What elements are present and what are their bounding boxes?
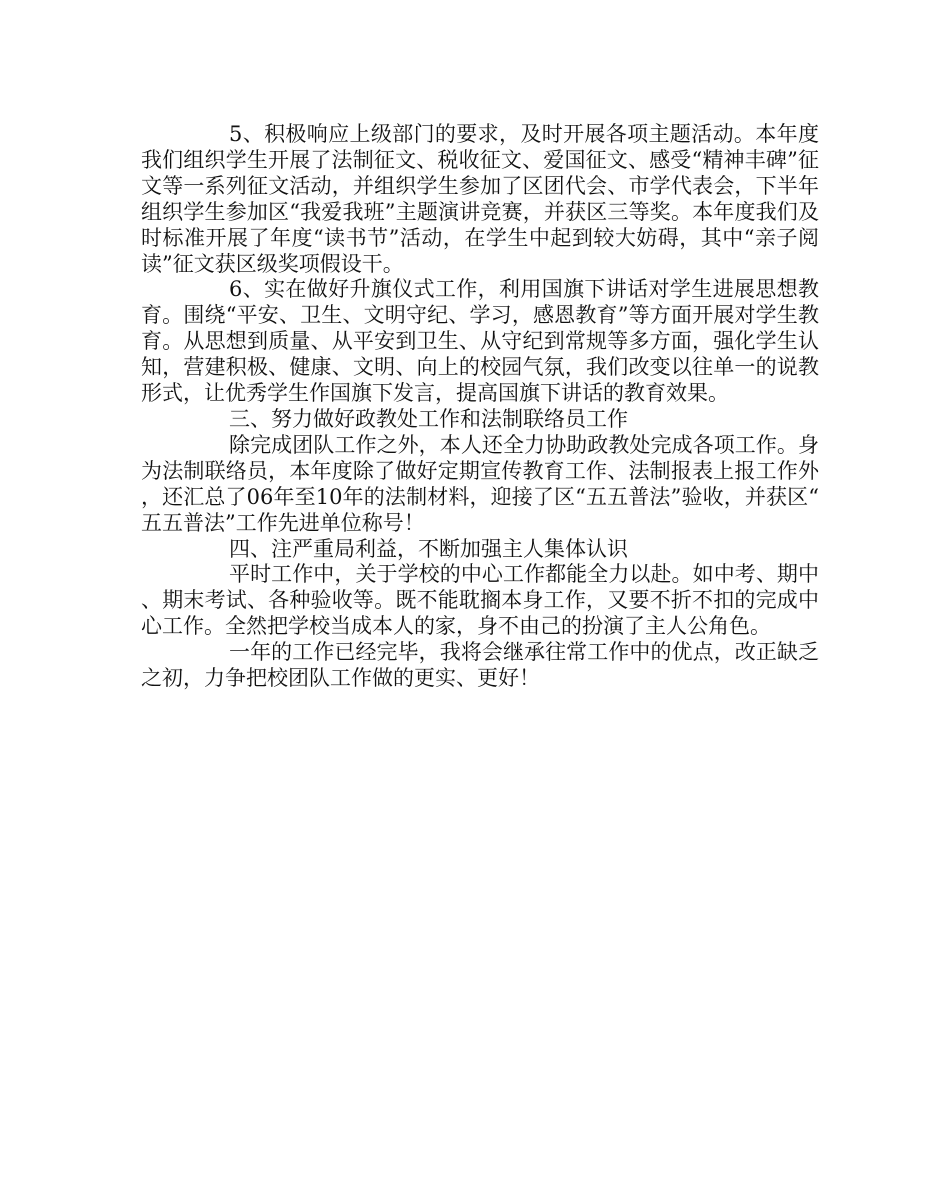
document-body: [141, 122, 819, 692]
paragraph-flag-ceremony: 6、实在做好升旗仪式工作，利用国旗下讲话对学生进展思想教育。围绕“平安、卫生、文明守纪、学习，感恩教育”等方面开展对学生教育。从思想到质量、从平安到卫生、从守纪到常规等多方面，强化学生认知，营建积极、健康、文明、向上的校园气氛，我们改变以往单一的说教形式，让优秀学生作国旗下发言，提高国旗下讲话的教育效果。: [141, 277, 819, 406]
paragraph-central-work: 平时工作中，关于学校的中心工作都能全力以赴。如中考、期中、期末考试、各种验收等。既不能耽搁本身工作，又要不折不扣的完成中心工作。全然把学校当成本人的家，身不由己的扮演了主人公角色。: [141, 562, 819, 639]
paragraph-conclusion: 一年的工作已经完毕，我将会继承往常工作中的优点，改正缺乏之初，力争把校团队工作做的更实、更好！: [141, 640, 819, 691]
paragraph-legal-liaison: 除完成团队工作之外，本人还全力协助政教处完成各项工作。身为法制联络员，本年度除了做好定期宣传教育工作、法制报表上报工作外，还汇总了06年至10年的法制材料，迎接了区“五五普法”验收，并获区“五五普法”工作先进单位称号！: [141, 432, 819, 535]
section-heading-political-education: 三、努力做好政教处工作和法制联络员工作: [229, 406, 628, 431]
paragraph-theme-activities: 5、积极响应上级部门的要求，及时开展各项主题活动。本年度我们组织学生开展了法制征文、税收征文、爱国征文、感受“精神丰碑”征文等一系列征文活动，并组织学生参加了区团代会、市学代表会，下半年组织学生参加区“我爱我班”主题演讲竞赛，并获区三等奖。本年度我们及时标准开展了年度“读书节”活动，在学生中起到较大妨碍，其中“亲子阅读”征文获区级奖项假设干。: [141, 122, 819, 276]
section-heading-collective-awareness: 四、注严重局利益，不断加强主人集体认识: [229, 536, 628, 561]
